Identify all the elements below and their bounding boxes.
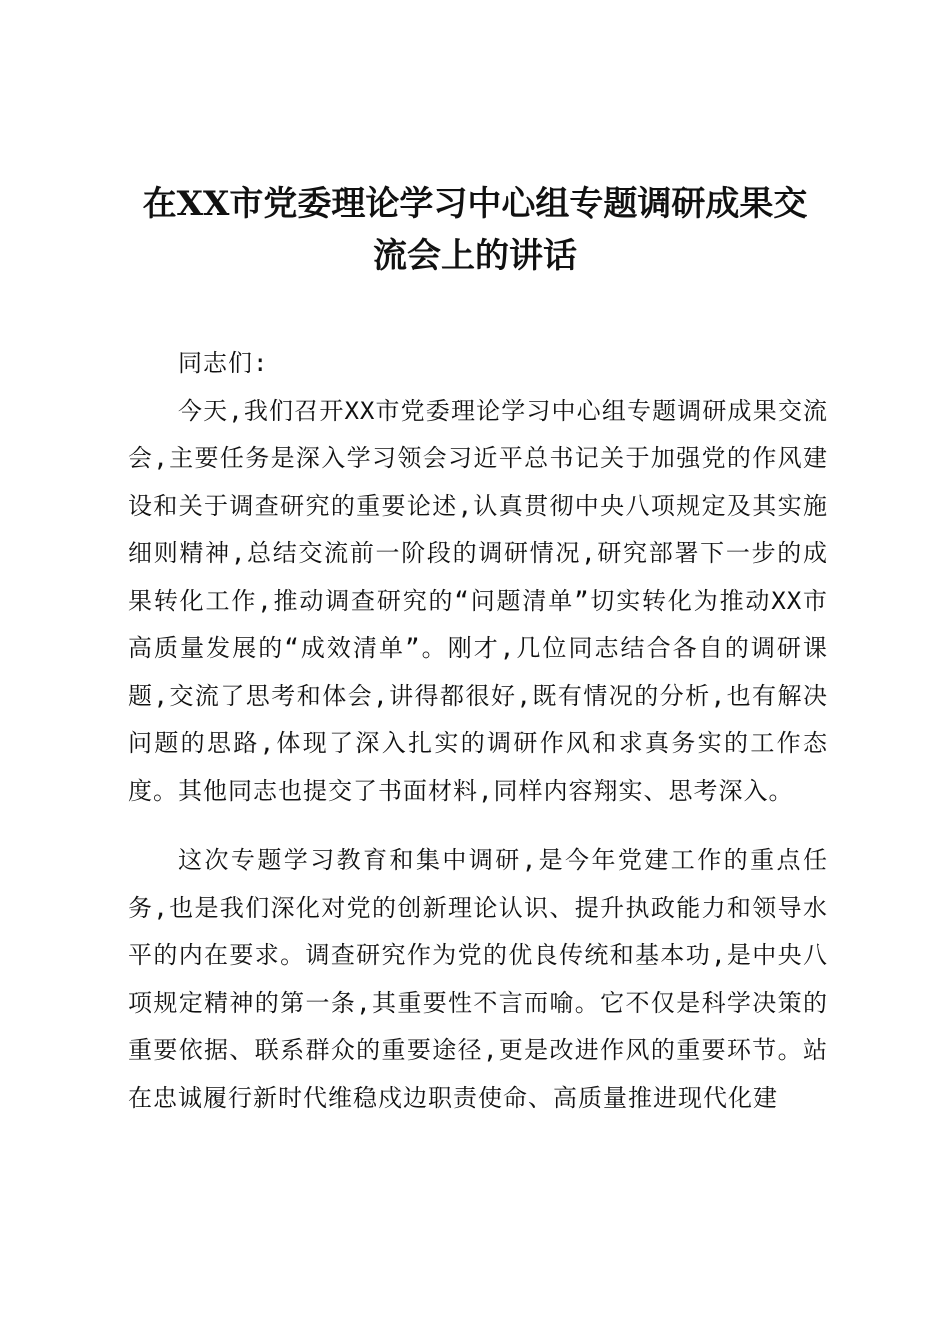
document-body (128, 340, 828, 1122)
document-title (100, 178, 850, 282)
title-line-2: 流会上的讲话 (373, 236, 577, 276)
paragraph-spacer (128, 815, 828, 837)
paragraph-2: 这次专题学习教育和集中调研,是今年党建工作的重点任务,也是我们深化对党的创新理论认识、提升执政能力和领导水平的内在要求。调查研究作为党的优良传统和基本功,是中央八项规定精神的第一条,其重要性不言而喻。它不仅是科学决策的重要依据、联系群众的重要途径,更是改进作风的重要环节。站在忠诚履行新时代维稳戍边职责使命、高质量推进现代化建 (128, 846, 828, 1112)
paragraph-1: 今天,我们召开XX市党委理论学习中心组专题调研成果交流会,主要任务是深入学习领会习近平总书记关于加强党的作风建设和关于调查研究的重要论述,认真贯彻中央八项规定及其实施细则精神,总结交流前一阶段的调研情况,研究部署下一步的成果转化工作,推动调查研究的“问题清单”切实转化为推动XX市高质量发展的“成效清单”。刚才,几位同志结合各自的调研课题,交流了思考和体会,讲得都很好,既有情况的分析,也有解决问题的思路,体现了深入扎实的调研作风和求真务实的工作态度。其他同志也提交了书面材料,同样内容翔实、思考深入。 (128, 396, 828, 805)
title-line-1: 在XX市党委理论学习中心组专题调研成果交 (142, 184, 808, 224)
salutation: 同志们: (178, 349, 269, 377)
